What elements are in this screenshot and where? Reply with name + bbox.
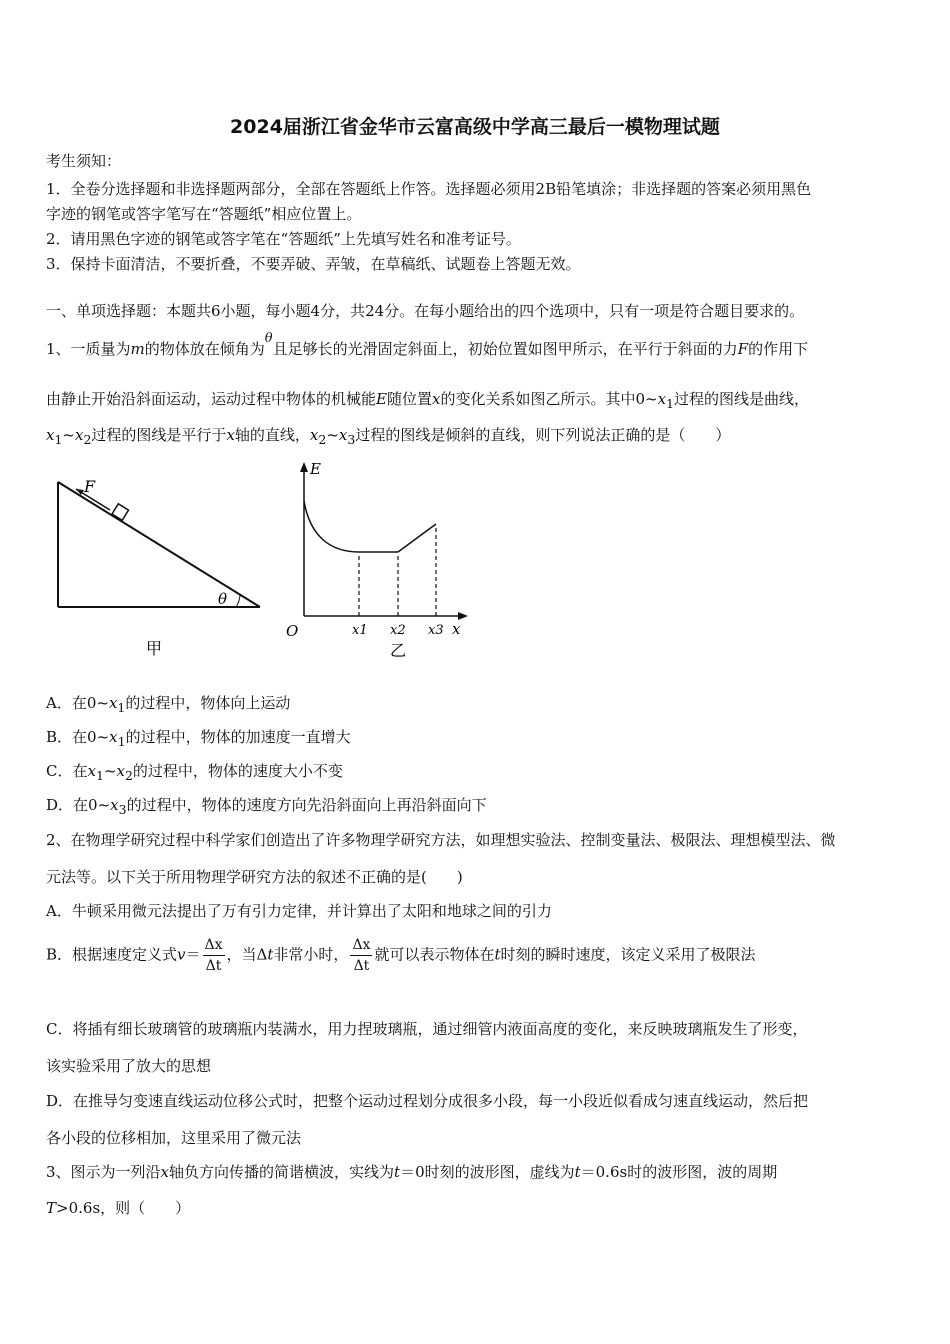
figure-a-label: 甲 [146,639,163,658]
figure-incline [50,470,270,670]
angle-arc [236,594,240,607]
fraction-dx-dt-2: $\frac{\Delta x}{\Delta t}$ [352,937,371,974]
notice-heading: 考生须知： [46,152,122,170]
q2-option-c: C．将插有细长玻璃管的玻璃瓶内装满水，用力捏玻璃瓶，通过细管内液面高度的变化，来反映玻璃瓶发生了形变， [46,1020,808,1038]
y-axis-arrow [300,462,308,472]
q2-option-a: A．牛顿采用微元法提出了万有引力定律，并计算出了太阳和地球之间的引力 [46,902,552,920]
q3-line-1: 3、图示为一列沿x轴负方向传播的简谐横波，实线为t＝0时刻的波形图，虚线为t＝0.6s时的波形图，波的周期 [46,1163,778,1181]
tick-x3: x3 [428,623,444,638]
figure-b-label: 乙 [390,641,407,660]
q1-option-d: D．在$0\sim x_3$的过程中，物体的速度方向先沿斜面向上再沿斜面向下 [46,796,487,817]
x-axis-label: x [452,620,461,638]
q1-option-a: A．在$0\sim x_1$的过程中，物体向上运动 [46,694,291,715]
tick-x1: x1 [352,623,368,638]
fraction-dx-dt: $\frac{\Delta x}{\Delta t}$ [204,937,223,974]
q2-option-c-cont: 该实验采用了放大的思想 [46,1057,212,1075]
q2-option-d: D．在推导匀变速直线运动位移公式时，把整个运动过程划分成很多小段，每一小段近似看成匀速直线运动，然后把 [46,1092,809,1110]
q1-option-b: B．在$0\sim x_1$的过程中，物体的加速度一直增大 [46,728,351,749]
q2-line-1: 2、在物理学研究过程中科学家们创造出了许多物理学研究方法，如理想实验法、控制变量法、极限法、理想模型法、微 [46,831,836,849]
q2-line-2: 元法等。以下关于所用物理学研究方法的叙述不正确的是( ) [46,868,463,886]
curve-segment [304,501,359,552]
angle-label: θ [218,590,228,608]
page-title: 2024届浙江省金华市云富高级中学高三最后一模物理试题 [230,116,720,138]
figure-energy-graph [280,456,480,666]
notice-item-1: 1．全卷分选择题和非选择题两部分，全部在答题纸上作答。选择题必须用2B铅笔填涂；非选择题的答案必须用黑色 [46,180,812,198]
notice-item-1-cont: 字迹的钢笔或答字笔写在“答题纸”相应位置上。 [46,205,362,223]
y-axis-label: E [310,460,321,478]
origin-label: O [286,622,299,640]
q2-option-b: B．根据速度定义式v＝ $\frac{\Delta x}{\Delta t}$ ，当Δt非常小时， $\frac{\Delta x}{\Delta t}$ 就可以表示物体在t时刻的瞬时速度，该定义采用了极限法 [46,937,756,974]
x-axis-arrow [458,612,468,620]
tick-x2: x2 [390,623,406,638]
sloped-segment [398,524,436,552]
notice-item-3: 3．保持卡面清洁，不要折叠，不要弄破、弄皱，在草稿纸、试题卷上答题无效。 [46,255,581,273]
incline-slope [58,482,260,607]
force-label: F [84,477,96,496]
notice-item-2: 2．请用黑色字迹的钢笔或答字笔在“答题纸”上先填写姓名和准考证号。 [46,230,521,248]
q1-line-3: $x_1\sim x_2$过程的图线是平行于x轴的直线，$x_2\sim x_3$过程的图线是倾斜的直线，则下列说法正确的是（ ） [46,426,731,447]
q2-option-d-cont: 各小段的位移相加，这里采用了微元法 [46,1129,302,1147]
q1-line-2: 由静止开始沿斜面运动，运动过程中物体的机械能E随位置x的变化关系如图乙所示。其中$0\sim x_1$过程的图线是曲线， [46,390,810,411]
q1-option-c: C．在$x_1\sim x_2$的过程中，物体的速度大小不变 [46,762,343,783]
section-header: 一、单项选择题：本题共6小题，每小题4分，共24分。在每小题给出的四个选项中，只有一项是符合题目要求的。 [46,302,805,320]
q1-line-1: 1、一质量为m的物体放在倾角为θ且足够长的光滑固定斜面上，初始位置如图甲所示，在平行于斜面的力F的作用下 [46,331,809,358]
q3-line-2: T>0.6s，则（ ） [46,1199,191,1217]
